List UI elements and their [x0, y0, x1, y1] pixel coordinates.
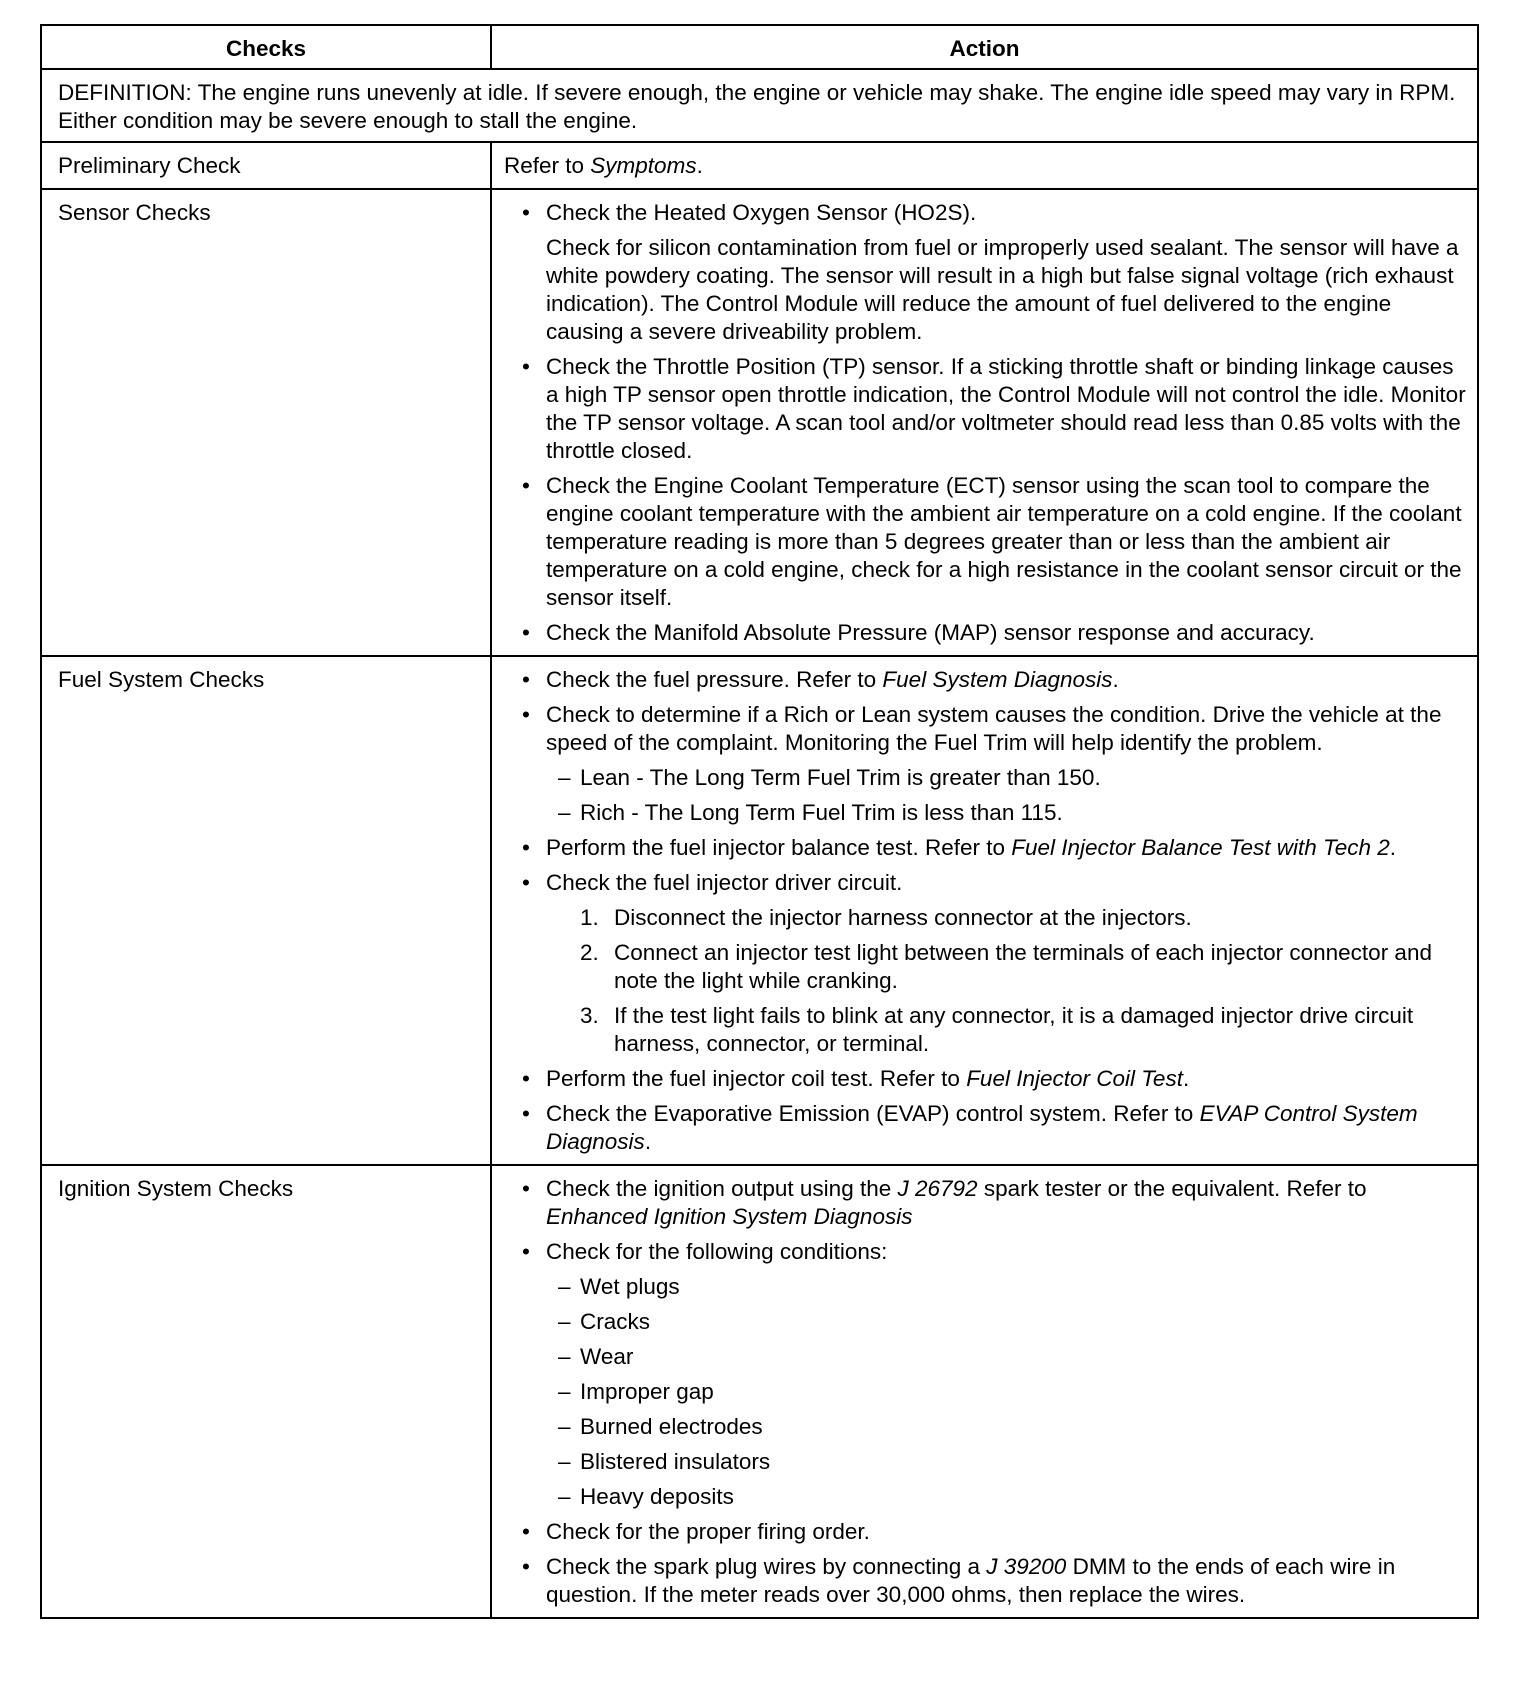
injector-driver-steps: [546, 904, 1467, 1058]
table-row-sensor: [41, 189, 1478, 656]
action-preliminary: [491, 142, 1478, 189]
list-item: [522, 869, 1467, 1058]
sensor-tp-check: Check the Throttle Position (TP) sensor. If a sticking throttle shaft or binding linkage causes a high TP sensor open throttle indication, the Control Module will not control the idle. Monitor the TP sensor voltage. A scan tool and/or voltmeter should read less than 0.85 volts with the throttle closed.: [546, 354, 1466, 463]
bullet-marker: •: [522, 1101, 530, 1126]
tool-number: J 39200: [986, 1554, 1067, 1579]
sensor-ho2s-note: Check for silicon contamination from fuel or improperly used sealant. The sensor will have a white powdery coating. The sensor will result in a high but false signal voltage (rich exhaust indication). The Control Module will reduce the amount of fuel delivered to the engine causing a severe driveability problem.: [546, 235, 1459, 344]
check-label-fuel: Fuel System Checks: [41, 656, 491, 1165]
symptoms-reference: Symptoms: [590, 153, 697, 178]
definition-text: DEFINITION: The engine runs unevenly at idle. If severe enough, the engine or vehicle may shake. The engine idle speed may vary in RPM. Either condition may be severe enough to stall the engine.: [41, 69, 1478, 142]
condition-text: Wet plugs: [580, 1274, 680, 1299]
bullet-marker: •: [522, 1176, 530, 1201]
bullet-marker: •: [522, 702, 530, 727]
action-text: Refer to: [504, 153, 591, 178]
list-item: [558, 1378, 1467, 1406]
bullet-marker: •: [522, 1554, 530, 1579]
injector-coil-test-reference: Fuel Injector Coil Test: [966, 1066, 1183, 1091]
tool-number: J 26792: [897, 1176, 978, 1201]
table-row-ignition: [41, 1165, 1478, 1618]
bullet-marker: •: [522, 1066, 530, 1091]
text: Perform the fuel injector balance test. Refer to: [546, 835, 1012, 860]
punctuation: .: [1112, 667, 1119, 692]
table-header-row: [41, 25, 1478, 69]
list-item: [580, 1002, 1467, 1058]
conditions-intro: Check for the following conditions:: [546, 1239, 888, 1264]
bullet-marker: •: [522, 667, 530, 692]
fuel-system-diagnosis-reference: Fuel System Diagnosis: [882, 667, 1113, 692]
text: Check the spark plug wires by connecting a: [546, 1554, 987, 1579]
dash-marker: –: [558, 1484, 571, 1509]
list-item: [522, 1065, 1467, 1093]
list-item: [522, 1175, 1467, 1231]
list-item: [558, 1273, 1467, 1301]
list-item: [558, 799, 1467, 827]
list-item: [558, 1483, 1467, 1511]
list-item: [522, 353, 1467, 465]
injector-balance-test-reference: Fuel Injector Balance Test with Tech 2: [1011, 835, 1390, 860]
condition-text: Heavy deposits: [580, 1484, 734, 1509]
bullet-marker: •: [522, 1239, 530, 1264]
list-item: [522, 1238, 1467, 1511]
fuel-bullet-list: [522, 666, 1467, 1156]
step-number: 3.: [580, 1003, 599, 1028]
lean-condition: Lean - The Long Term Fuel Trim is greater than 150.: [580, 765, 1101, 790]
list-item: [580, 939, 1467, 995]
sensor-ho2s-check: Check the Heated Oxygen Sensor (HO2S).: [546, 200, 977, 225]
dash-marker: –: [558, 1414, 571, 1439]
bullet-marker: •: [522, 1519, 530, 1544]
list-item: [558, 1448, 1467, 1476]
condition-text: Wear: [580, 1344, 634, 1369]
table-row-fuel: [41, 656, 1478, 1165]
check-label-preliminary: Preliminary Check: [41, 142, 491, 189]
list-item: [558, 764, 1467, 792]
list-item: [522, 1553, 1467, 1609]
condition-text: Blistered insulators: [580, 1449, 771, 1474]
action-column-header: Action: [491, 25, 1478, 69]
text: Check the ignition output using the: [546, 1176, 898, 1201]
list-item: [522, 701, 1467, 827]
text: Perform the fuel injector coil test. Refer to: [546, 1066, 967, 1091]
evap-diagnosis-reference: EVAP Control System Diagnosis: [546, 1101, 1418, 1154]
sensor-ect-check: Check the Engine Coolant Temperature (ECT) sensor using the scan tool to compare the engine coolant temperature with the ambient air temperature on a cold engine. If the coolant temperature reading is more than 5 degrees greater than or less than the ambient air temperature on a cold engine, check for a high resistance in the coolant sensor circuit or the sensor itself.: [546, 473, 1462, 610]
bullet-marker: •: [522, 200, 530, 225]
sensor-map-check: Check the Manifold Absolute Pressure (MAP) sensor response and accuracy.: [546, 620, 1315, 645]
action-fuel: [491, 656, 1478, 1165]
dash-marker: –: [558, 800, 571, 825]
fuel-trim-list: [546, 764, 1467, 827]
list-item: [522, 666, 1467, 694]
bullet-marker: •: [522, 354, 530, 379]
punctuation: .: [696, 153, 703, 178]
dash-marker: –: [558, 1449, 571, 1474]
rich-condition: Rich - The Long Term Fuel Trim is less than 115.: [580, 800, 1063, 825]
text: Check the Evaporative Emission (EVAP) control system. Refer to: [546, 1101, 1200, 1126]
fuel-rich-lean-check: Check to determine if a Rich or Lean system causes the condition. Drive the vehicle at the speed of the complaint. Monitoring the Fuel Trim will help identify the problem.: [546, 702, 1442, 755]
condition-text: Improper gap: [580, 1379, 714, 1404]
bullet-marker: •: [522, 835, 530, 860]
rough-idle-symptom-table: [40, 24, 1479, 1619]
step-number: 1.: [580, 905, 599, 930]
bullet-marker: •: [522, 620, 530, 645]
table-row-preliminary: [41, 142, 1478, 189]
step-text: If the test light fails to blink at any connector, it is a damaged injector drive circuit harness, connector, or terminal.: [614, 1003, 1414, 1056]
dash-marker: –: [558, 765, 571, 790]
plug-conditions-list: [546, 1273, 1467, 1511]
step-text: Disconnect the injector harness connector at the injectors.: [614, 905, 1192, 930]
list-item: [558, 1308, 1467, 1336]
action-sensor: [491, 189, 1478, 656]
bullet-marker: •: [522, 473, 530, 498]
dash-marker: –: [558, 1379, 571, 1404]
sensor-bullet-list: [522, 199, 1467, 647]
ignition-bullet-list: [522, 1175, 1467, 1609]
list-item: [522, 472, 1467, 612]
list-item: [522, 834, 1467, 862]
punctuation: .: [1389, 835, 1397, 860]
dash-marker: –: [558, 1344, 571, 1369]
list-item: [580, 904, 1467, 932]
text: spark tester or the equivalent. Refer to: [977, 1176, 1367, 1201]
ignition-diagnosis-reference: Enhanced Ignition System Diagnosis: [546, 1204, 913, 1229]
action-ignition: [491, 1165, 1478, 1618]
step-text: Connect an injector test light between the terminals of each injector connector and note the light while cranking.: [614, 940, 1432, 993]
check-label-ignition: Ignition System Checks: [41, 1165, 491, 1618]
check-label-sensor: Sensor Checks: [41, 189, 491, 656]
list-item: [558, 1343, 1467, 1371]
firing-order-check: Check for the proper firing order.: [546, 1519, 870, 1544]
list-item: [558, 1413, 1467, 1441]
list-item: [522, 1100, 1467, 1156]
punctuation: .: [644, 1129, 652, 1154]
bullet-marker: •: [522, 870, 530, 895]
checks-column-header: Checks: [41, 25, 491, 69]
symptom-table-page: [40, 24, 1477, 1619]
list-item: [522, 1518, 1467, 1546]
injector-driver-check: Check the fuel injector driver circuit.: [546, 870, 903, 895]
dash-marker: –: [558, 1274, 571, 1299]
text: Check the fuel pressure. Refer to: [546, 667, 883, 692]
step-number: 2.: [580, 940, 599, 965]
condition-text: Burned electrodes: [580, 1414, 763, 1439]
condition-text: Cracks: [580, 1309, 651, 1334]
list-item: [522, 619, 1467, 647]
punctuation: .: [1182, 1066, 1190, 1091]
list-item: [522, 199, 1467, 346]
definition-row: [41, 69, 1478, 142]
dash-marker: –: [558, 1309, 571, 1334]
text: DMM to the ends of each wire in question. If the meter reads over 30,000 ohms, then replace the wires.: [546, 1554, 1396, 1607]
